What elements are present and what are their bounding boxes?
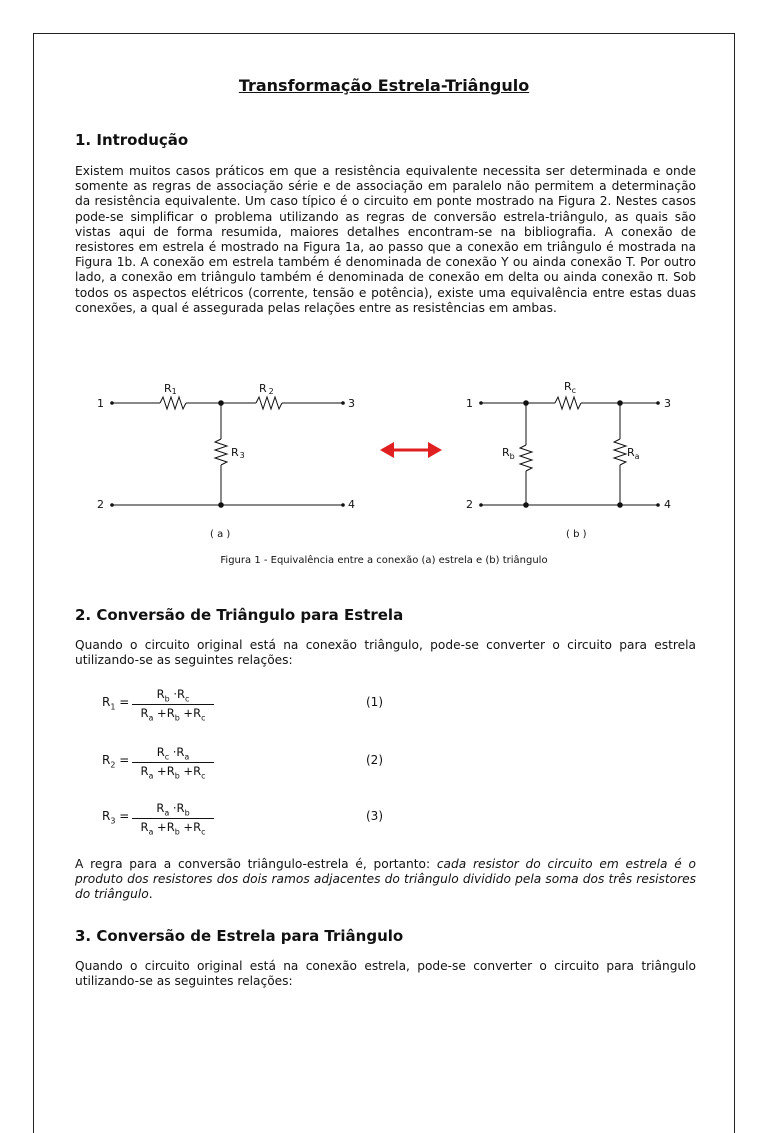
section3-paragraph: Quando o circuito original está na conexão estrela, pode-se converter o circuito para triângulo utilizando-se as seguintes relações: bbox=[75, 959, 696, 989]
rule-text-suffix: . bbox=[148, 887, 153, 902]
equation-number: (3) bbox=[366, 809, 383, 823]
figure-label-a: ( a ) bbox=[210, 529, 231, 540]
node-3-delta: 3 bbox=[664, 397, 671, 410]
node-2-delta: 2 bbox=[466, 498, 473, 511]
section-heading-delta-to-star: 2. Conversão de Triângulo para Estrela bbox=[75, 606, 404, 624]
section2-paragraph: Quando o circuito original está na conexão triângulo, pode-se converter o circuito para estrela utilizando-se as seguintes relações: bbox=[75, 638, 696, 668]
label-r3: R3 bbox=[231, 446, 245, 460]
rule-text-italic: cada resistor do circuito em estrela é o produto dos resistores dos dois ramos adjacentes do triângulo dividido pela soma dos três resistores do triângulo bbox=[75, 857, 696, 902]
rule-text-prefix: A regra para a conversão triângulo-estrela é, portanto: bbox=[75, 857, 437, 871]
node-4-delta: 4 bbox=[664, 498, 671, 511]
equation-2: $R_2$ = $\frac{R_c \cdot R_a}{R_a +R_b +R_c}$ (2) bbox=[102, 745, 383, 781]
equation-number: (2) bbox=[366, 753, 383, 767]
figure-1-circuits bbox=[0, 370, 768, 550]
equation-number: (1) bbox=[366, 695, 383, 709]
node-1-star: 1 bbox=[97, 397, 104, 410]
node-4-star: 4 bbox=[348, 498, 355, 511]
label-ra: $R_a$ bbox=[627, 446, 640, 461]
equation-1: $R_1$ = $\frac{R_b \cdot R_c}{R_a +R_b +R_c}$ (1) bbox=[102, 687, 383, 723]
node-2-star: 2 bbox=[97, 498, 104, 511]
figure-caption: Figura 1 - Equivalência entre a conexão (a) estrela e (b) triângulo bbox=[220, 555, 548, 566]
double-arrow-icon bbox=[380, 442, 442, 458]
document-title: Transformação Estrela-Triângulo bbox=[238, 76, 530, 95]
intro-paragraph: Existem muitos casos práticos em que a resistência equivalente necessita ser determinada e onde somente as regras de associação série e de associação em paralelo não permitem a determinação da resistência equivalente. Um caso típico é o circuito em ponte mostrado na Figura 2. Nestes casos pode-se simplificar o problema utilizando as regras de conversão estrela-triângulo, as quais são vistas aqui de forma resumida, maiores detalhes encontram-se na bibliografia. A conexão de resistores em estrela é mostrado na Figura 1a, ao passo que a conexão em triângulo é mostrada na Figura 1b. A conexão em estrela também é denominada de conexão Y ou ainda conexão T. Por outro lado, a conexão em triângulo também é denominada de conexão em delta ou ainda conexão π. Sob todos os aspectos elétricos (corrente, tensão e potência), existe uma equivalência entre estas duas conexões, a qual é assegurada pelas relações entre as resistências em ambas. bbox=[75, 164, 696, 315]
section-heading-star-to-delta: 3. Conversão de Estrela para Triângulo bbox=[75, 927, 404, 945]
node-1-delta: 1 bbox=[466, 397, 473, 410]
label-r1: R1 bbox=[164, 382, 177, 396]
node-3-star: 3 bbox=[348, 397, 355, 410]
label-rb: $R_b$ bbox=[502, 446, 515, 461]
figure-label-b: ( b ) bbox=[566, 529, 587, 540]
rule-paragraph bbox=[75, 857, 696, 903]
label-rc: $R_c$ bbox=[564, 380, 577, 395]
equation-3: $R_3$ = $\frac{R_a \cdot R_b}{R_a +R_b +R_c}$ (3) bbox=[102, 801, 383, 837]
section-heading-intro: 1. Introdução bbox=[75, 131, 189, 149]
label-r2: R 2 bbox=[259, 382, 274, 396]
